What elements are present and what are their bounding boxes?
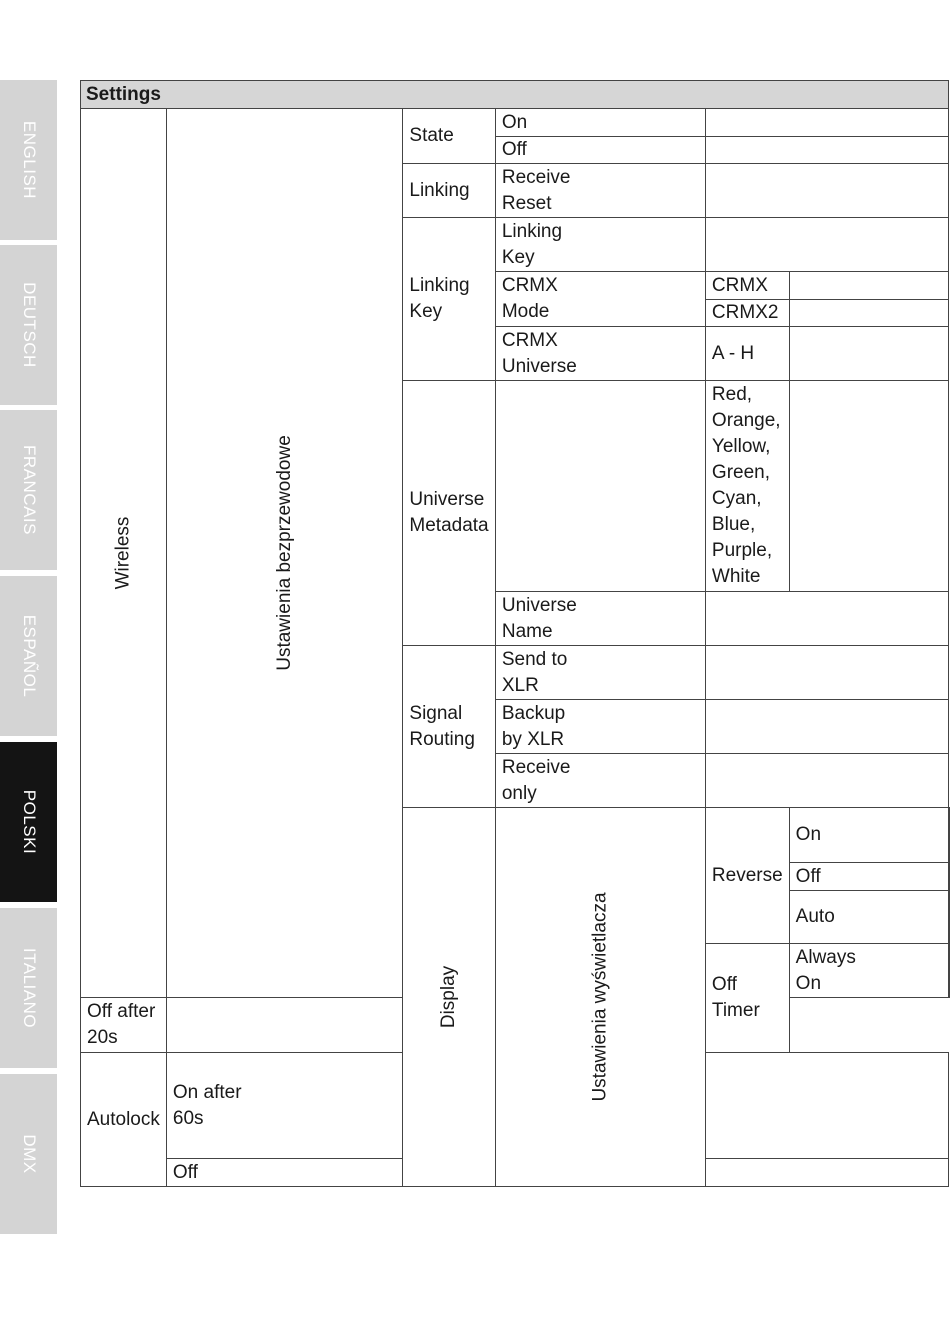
empty-cell	[949, 944, 950, 998]
autolock-off: Off	[166, 1159, 403, 1187]
autolock-on-after-60s: On after 60s	[166, 1053, 403, 1159]
display-group-pl-cell	[495, 808, 705, 1187]
empty-cell	[705, 137, 948, 164]
empty-cell	[789, 327, 948, 381]
tab-dmx[interactable]	[0, 1074, 57, 1234]
tab-espanol[interactable]	[0, 576, 57, 736]
tab-label: DEUTSCH	[19, 282, 39, 368]
tab-label: POLSKI	[19, 789, 39, 855]
wireless-group-label: Wireless	[112, 516, 134, 590]
wireless-group-pl-label: Ustawienia bezprzewodowe	[273, 435, 295, 671]
off-timer-label: Off Timer	[705, 944, 789, 1053]
tab-label: ESPAÑOL	[19, 614, 39, 698]
state-label: State	[403, 109, 495, 164]
reverse-label: Reverse	[705, 808, 789, 944]
universe-name: Universe Name	[495, 592, 705, 646]
tab-deutsch[interactable]	[0, 245, 57, 405]
crmx-universe-range: A - H	[705, 327, 789, 381]
tab-label: FRANCAIS	[19, 445, 39, 535]
wireless-group-pl-cell	[166, 109, 403, 998]
empty-cell	[495, 381, 705, 592]
wireless-group-cell	[81, 109, 167, 998]
tab-label: DMX	[19, 1134, 39, 1174]
display-group-pl-label: Ustawienia wyświetlacza	[589, 892, 611, 1102]
empty-cell	[949, 863, 950, 891]
universe-colors: Red, Orange, Yellow, Green, Cyan, Blue, Purple, White	[705, 381, 789, 592]
empty-cell	[705, 218, 948, 272]
tab-francais[interactable]	[0, 410, 57, 570]
empty-cell	[949, 808, 950, 863]
tab-polski[interactable]	[0, 742, 57, 902]
crmx-universe-label: CRMX Universe	[495, 327, 705, 381]
tab-label: ITALIANO	[19, 947, 39, 1029]
linking-key-key: Linking Key	[495, 218, 705, 272]
crmx-mode-label: CRMX Mode	[495, 272, 705, 327]
empty-cell	[705, 1053, 948, 1159]
receive-only: Receive only	[495, 754, 705, 808]
empty-cell	[705, 646, 948, 700]
empty-cell	[789, 381, 948, 592]
backup-by-xlr: Backup by XLR	[495, 700, 705, 754]
reverse-off: Off	[789, 863, 948, 891]
crmx-option: CRMX	[705, 272, 789, 300]
off-timer-off-after-20s: Off after 20s	[81, 998, 167, 1053]
tab-english[interactable]	[0, 80, 57, 240]
reverse-on: On	[789, 808, 948, 863]
tab-italiano[interactable]	[0, 908, 57, 1068]
empty-cell	[705, 700, 948, 754]
empty-cell	[705, 1159, 948, 1187]
empty-cell	[949, 891, 950, 944]
empty-cell	[789, 300, 948, 327]
linking-key-label: Linking Key	[403, 218, 495, 381]
autolock-label: Autolock	[81, 1053, 167, 1187]
empty-cell	[789, 272, 948, 300]
table-header: Settings	[81, 81, 949, 109]
crmx2-option: CRMX2	[705, 300, 789, 327]
state-on: On	[495, 109, 705, 137]
linking-label: Linking	[403, 164, 495, 218]
send-to-xlr: Send to XLR	[495, 646, 705, 700]
linking-receive-reset: Receive Reset	[495, 164, 705, 218]
universe-metadata-label: Universe Metadata	[403, 381, 495, 646]
empty-cell	[705, 592, 948, 646]
reverse-auto: Auto	[789, 891, 948, 944]
settings-table	[80, 80, 950, 1187]
signal-routing-label: Signal Routing	[403, 646, 495, 808]
empty-cell	[705, 164, 948, 218]
display-group-label: Display	[438, 965, 460, 1029]
empty-cell	[705, 754, 948, 808]
tab-label: ENGLISH	[19, 120, 39, 200]
empty-cell	[705, 109, 948, 137]
state-off: Off	[495, 137, 705, 164]
off-timer-always-on: Always On	[789, 944, 948, 998]
